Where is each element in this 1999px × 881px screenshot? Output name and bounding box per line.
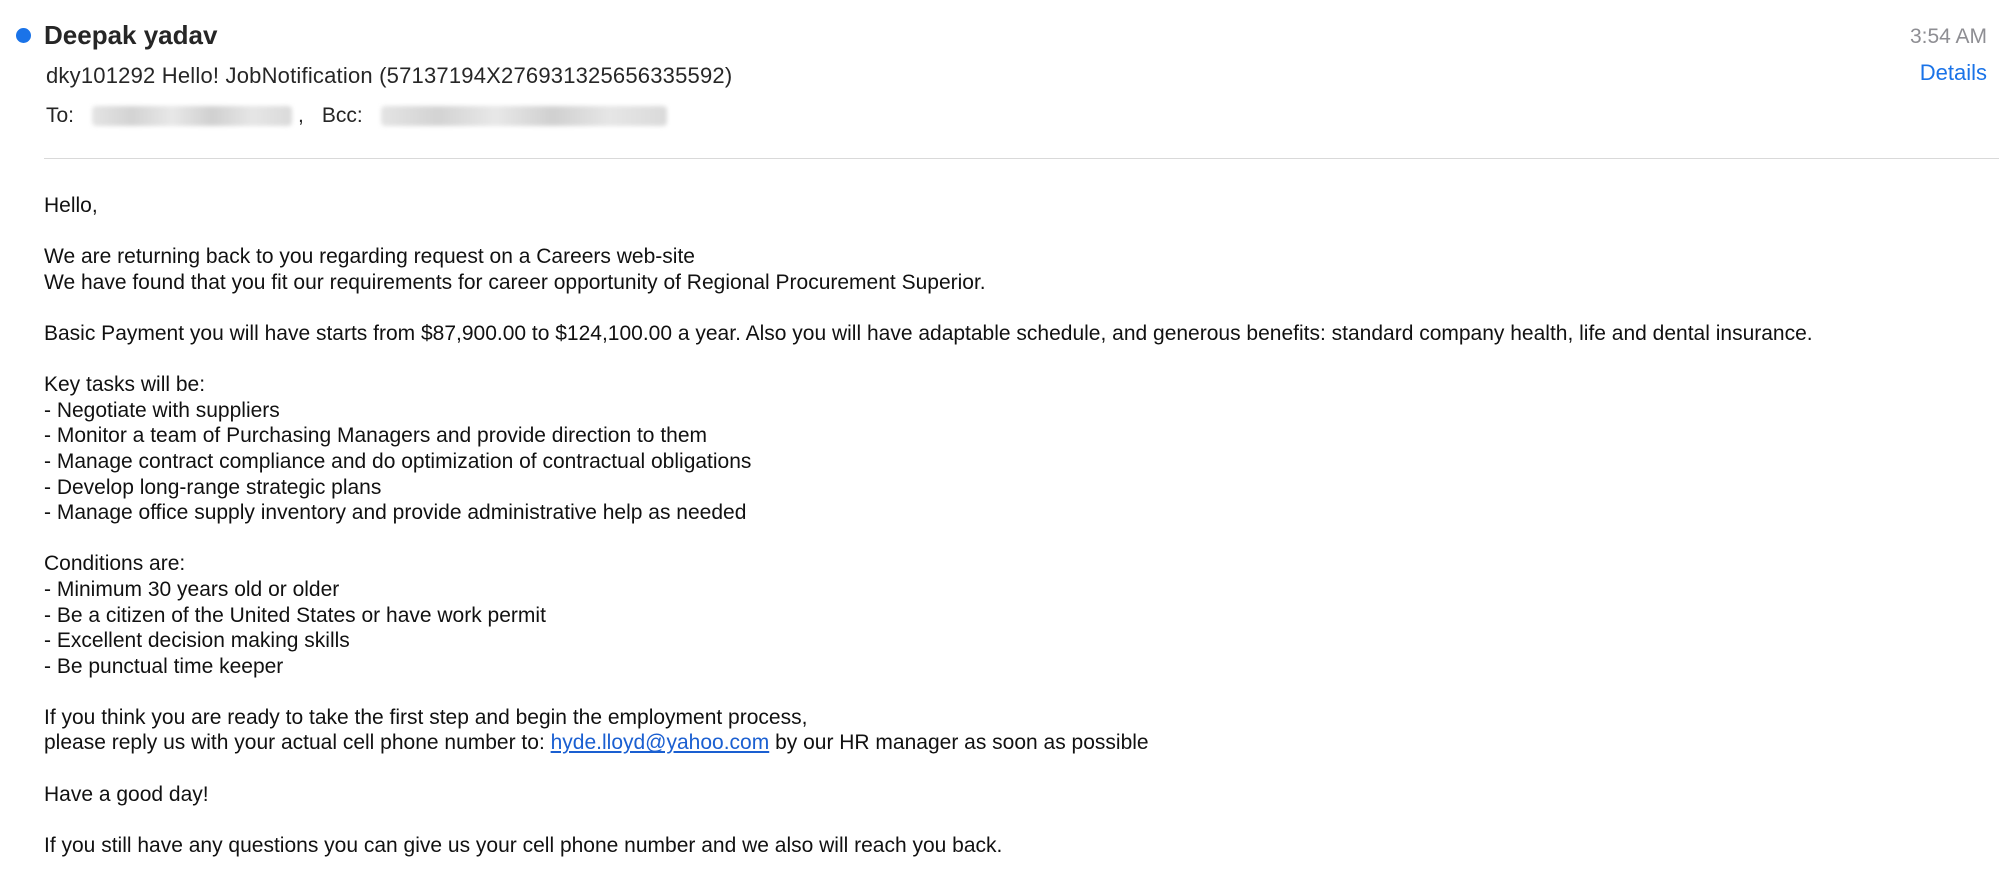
tasks-heading: Key tasks will be:	[44, 373, 206, 397]
recipient-separator: ,	[298, 104, 304, 127]
message-body	[44, 193, 1984, 858]
received-time: 3:54 AM	[1909, 25, 1987, 48]
bcc-address-redacted[interactable]	[381, 106, 667, 126]
task-item: - Negotiate with suppliers	[44, 398, 280, 422]
to-address-redacted[interactable]	[92, 106, 292, 126]
paragraph-gap	[44, 347, 1984, 373]
greeting: Hello,	[44, 194, 98, 217]
condition-item: - Be punctual time keeper	[44, 654, 284, 678]
task-item: - Manage office supply inventory and provide administrative help as needed	[44, 501, 747, 525]
paragraph-gap	[44, 295, 1984, 321]
paragraph-gap	[44, 679, 1984, 705]
subject-line: dky101292 Hello! JobNotification (57137194X276931325656335592)	[46, 63, 733, 88]
paragraph-gap	[44, 756, 1984, 782]
task-item: - Manage contract compliance and do optimization of contractual obligations	[44, 449, 752, 473]
paragraph-gap	[44, 526, 1984, 552]
condition-item: - Be a citizen of the United States or have work permit	[44, 603, 546, 627]
cta-line: If you think you are ready to take the first step and begin the employment process,	[44, 705, 808, 729]
sender-name: Deepak yadav	[44, 20, 218, 50]
footer-line: If you still have any questions you can give us your cell phone number and we also will reach you back.	[44, 833, 1003, 857]
paragraph-gap	[44, 807, 1984, 833]
intro-line: We have found that you fit our requirements for career opportunity of Regional Procurement Superior.	[44, 270, 986, 294]
header-divider	[44, 158, 1999, 159]
message-header	[0, 0, 1999, 160]
intro-line: We are returning back to you regarding request on a Careers web-site	[44, 245, 695, 269]
cta-text-after: by our HR manager as soon as possible	[769, 731, 1149, 755]
task-item: - Develop long-range strategic plans	[44, 475, 382, 499]
contact-email-link[interactable]: hyde.lloyd@yahoo.com	[550, 731, 770, 755]
conditions-heading: Conditions are:	[44, 552, 186, 576]
bcc-label: Bcc:	[321, 104, 363, 127]
condition-item: - Excellent decision making skills	[44, 629, 350, 653]
paragraph-gap	[44, 219, 1984, 245]
to-label: To:	[46, 104, 75, 127]
task-item: - Monitor a team of Purchasing Managers and provide direction to them	[44, 424, 708, 448]
payment-line: Basic Payment you will have starts from $87,900.00 to $124,100.00 a year. Also you will have adaptable schedule, and generous benefits: standard company health, life and dental insurance.	[44, 321, 1813, 345]
cta-text-before: please reply us with your actual cell phone number to:	[44, 731, 551, 755]
cta-line	[44, 730, 1984, 756]
condition-item: - Minimum 30 years old or older	[44, 577, 340, 601]
details-link[interactable]: Details	[1919, 60, 1987, 85]
recipients-row	[46, 104, 667, 128]
unread-dot-icon	[16, 28, 31, 43]
closing-line: Have a good day!	[44, 782, 209, 806]
